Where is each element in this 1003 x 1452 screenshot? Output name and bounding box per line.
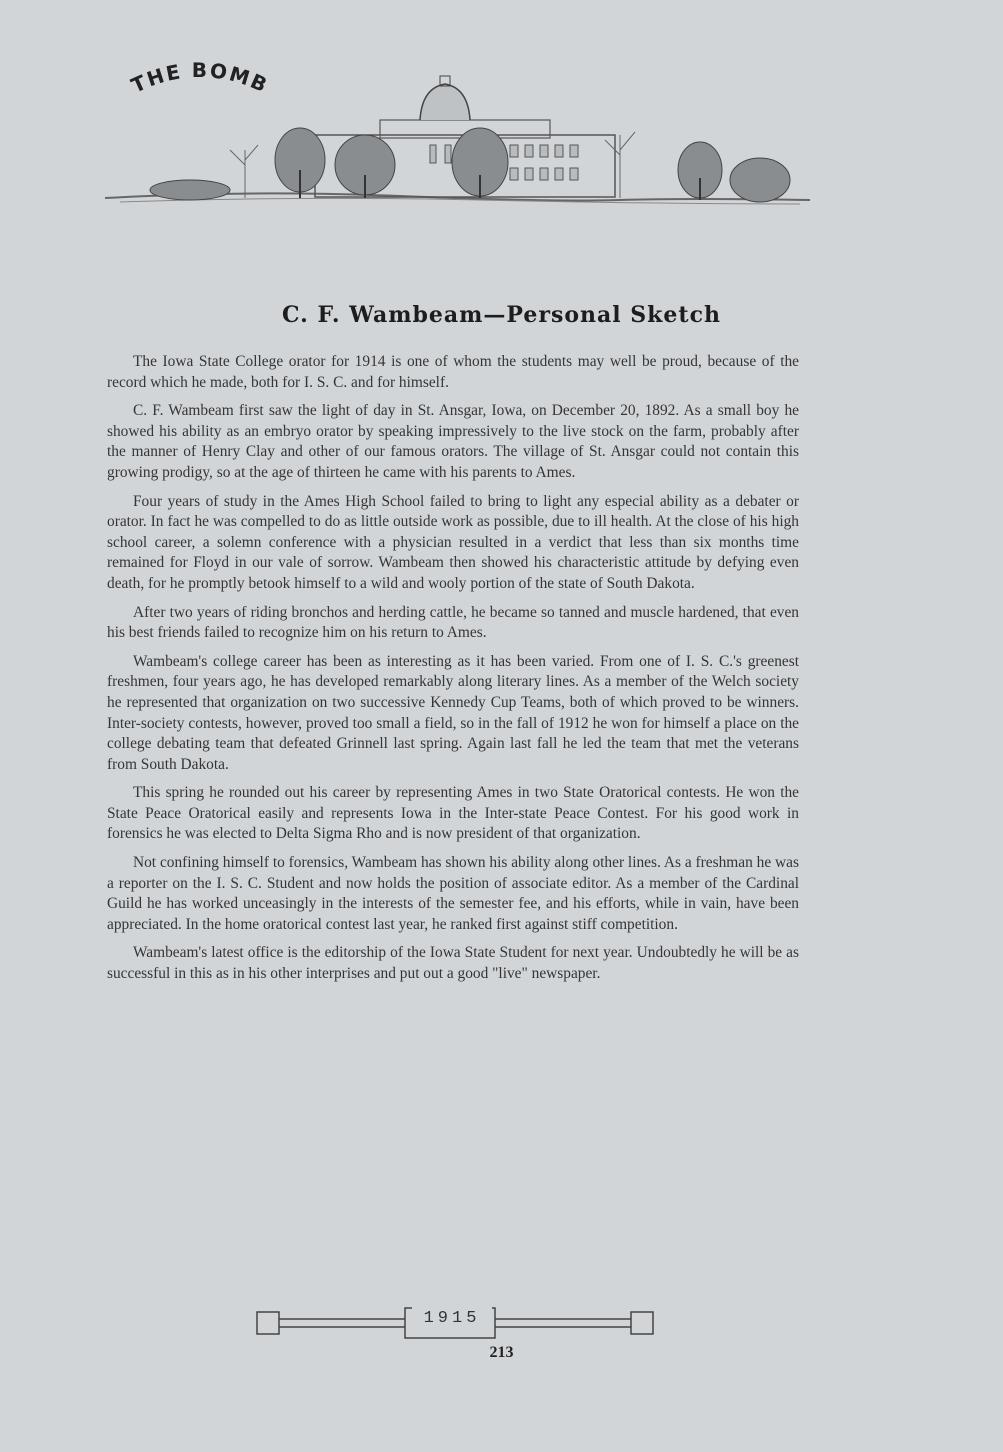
paragraph: This spring he rounded out his career by representing Ames in two State Oratorical contests. He won the State Peace Oratorical easily and represents Iowa in the Inter-state Peace Contest. For his good work in forensics he was elected to Delta Sigma Rho and is now president of that organization.	[107, 784, 799, 843]
paragraph: Four years of study in the Ames High School failed to bring to light any especial ability as a debater or orator. In fact he was compelled to do as little outside work as possible, due to ill health. At the close of his high school career, a solemn conference with a physician resulted in a verdict that less than six months time remained for Floyd in our vale of sorrow. Wambeam then showed his characteristic attitude by defying even death, for he promptly betook himself to a wild and wooly portion of the state of South Dakota.	[107, 492, 799, 592]
masthead-logo	[100, 50, 300, 110]
page-number: 213	[489, 1344, 514, 1361]
paragraph: Wambeam's college career has been as interesting as it has been varied. From one of I. S. C.'s greenest freshmen, four years ago, he has developed remarkably along literary lines. As a member of the Welch society he represented that organization on two successive Kennedy Cup Teams, both of which proved to be winners. Inter-society contests, however, proved too small a field, so in the fall of 1912 he won for himself a place on the college debating team that defeated Grinnell last spring. Again last fall he led the team that met the veterans from South Dakota.	[107, 652, 799, 773]
header-illustration	[100, 50, 815, 220]
paragraph: Not confining himself to forensics, Wambeam has shown his ability along other lines. As a freshman he was a reporter on the I. S. C. Student and now holds the position of associate editor. As a member of the Cardinal Guild he has worked unceasingly in the interests of the semester fee, and his efforts, while in vain, have been appreciated. In the home oratorical contest last year, he ranked first against stiff competition.	[107, 854, 799, 933]
year-label: 1915	[412, 1304, 492, 1332]
paragraph: C. F. Wambeam first saw the light of day in St. Ansgar, Iowa, on December 20, 1892. As a small boy he showed his ability as an embryo orator by speaking impressively to the live stock on the farm, probably after the manner of Henry Clay and other of our famous orators. The village of St. Ansgar could not contain this growing prodigy, so at the age of thirteen he came with his parents to Ames.	[107, 402, 799, 481]
paragraph: After two years of riding bronchos and herding cattle, he became so tanned and muscle hardened, that even his best friends failed to recognize him on his return to Ames.	[107, 603, 799, 642]
article-body	[107, 352, 799, 993]
svg-text:THE BOMB: THE BOMB	[127, 57, 273, 98]
paragraph: The Iowa State College orator for 1914 is one of whom the students may well be proud, because of the record which he made, both for I. S. C. and for himself.	[107, 353, 799, 391]
article-title: C. F. Wambeam—Personal Sketch	[282, 302, 721, 328]
paragraph: Wambeam's latest office is the editorship of the Iowa State Student for next year. Undoubtedly he will be as successful in this as in his other interprises and put out a good "live" newspaper.	[107, 944, 799, 983]
